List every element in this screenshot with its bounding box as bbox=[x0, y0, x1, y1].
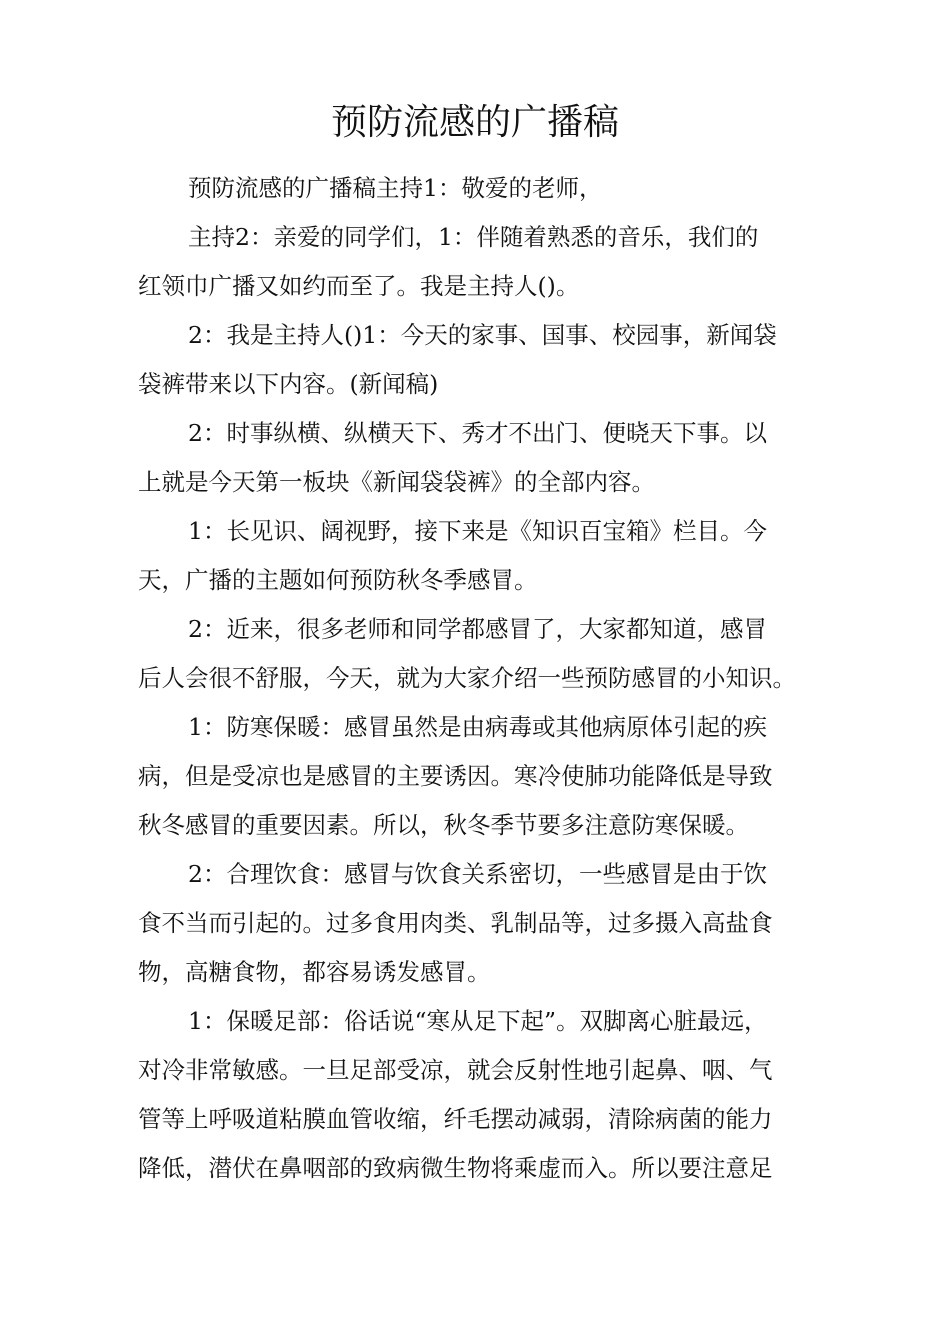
text-line: 食不当而引起的。过多食用肉类、乳制品等，过多摄入高盐食 bbox=[138, 909, 773, 937]
text-line: 1：保暖足部：俗话说“寒从足下起”。双脚离心脏最远， bbox=[188, 1007, 768, 1035]
text-line: 降低，潜伏在鼻咽部的致病微生物将乘虚而入。所以要注意足 bbox=[138, 1154, 773, 1182]
text-line: 天，广播的主题如何预防秋冬季感冒。 bbox=[138, 566, 538, 594]
text-line: 1：防寒保暖：感冒虽然是由病毒或其他病原体引起的疾 bbox=[188, 713, 767, 741]
text-line: 后人会很不舒服，今天，就为大家介绍一些预防感冒的小知识。 bbox=[138, 664, 796, 692]
text-line: 物，高糖食物，都容易诱发感冒。 bbox=[138, 958, 491, 986]
text-line: 1：长见识、阔视野，接下来是《知识百宝箱》栏目。今 bbox=[188, 517, 767, 545]
text-line: 2：时事纵横、纵横天下、秀才不出门、便晓天下事。以 bbox=[188, 419, 767, 447]
text-line: 对冷非常敏感。一旦足部受凉，就会反射性地引起鼻、咽、气 bbox=[138, 1056, 773, 1084]
text-line: 秋冬感冒的重要因素。所以，秋冬季节要多注意防寒保暖。 bbox=[138, 811, 749, 839]
text-line: 袋裤带来以下内容。(新闻稿) bbox=[138, 370, 439, 398]
text-line: 管等上呼吸道粘膜血管收缩，纤毛摆动减弱，清除病菌的能力 bbox=[138, 1105, 773, 1133]
document-title: 预防流感的广播稿 bbox=[330, 102, 619, 143]
text-line: 上就是今天第一板块《新闻袋袋裤》的全部内容。 bbox=[138, 468, 655, 496]
text-line: 2：我是主持人()1：今天的家事、国事、校园事，新闻袋 bbox=[188, 321, 777, 349]
text-line: 2：近来，很多老师和同学都感冒了，大家都知道，感冒 bbox=[188, 615, 767, 643]
text-line: 2：合理饮食：感冒与饮食关系密切，一些感冒是由于饮 bbox=[188, 860, 767, 888]
text-line: 预防流感的广播稿主持1：敬爱的老师， bbox=[188, 174, 603, 202]
text-line: 病，但是受凉也是感冒的主要诱因。寒冷使肺功能降低是导致 bbox=[138, 762, 773, 790]
text-line: 红领巾广播又如约而至了。我是主持人()。 bbox=[138, 272, 580, 300]
text-line: 主持2：亲爱的同学们，1：伴随着熟悉的音乐，我们的 bbox=[188, 223, 759, 251]
document-body bbox=[138, 164, 838, 1193]
